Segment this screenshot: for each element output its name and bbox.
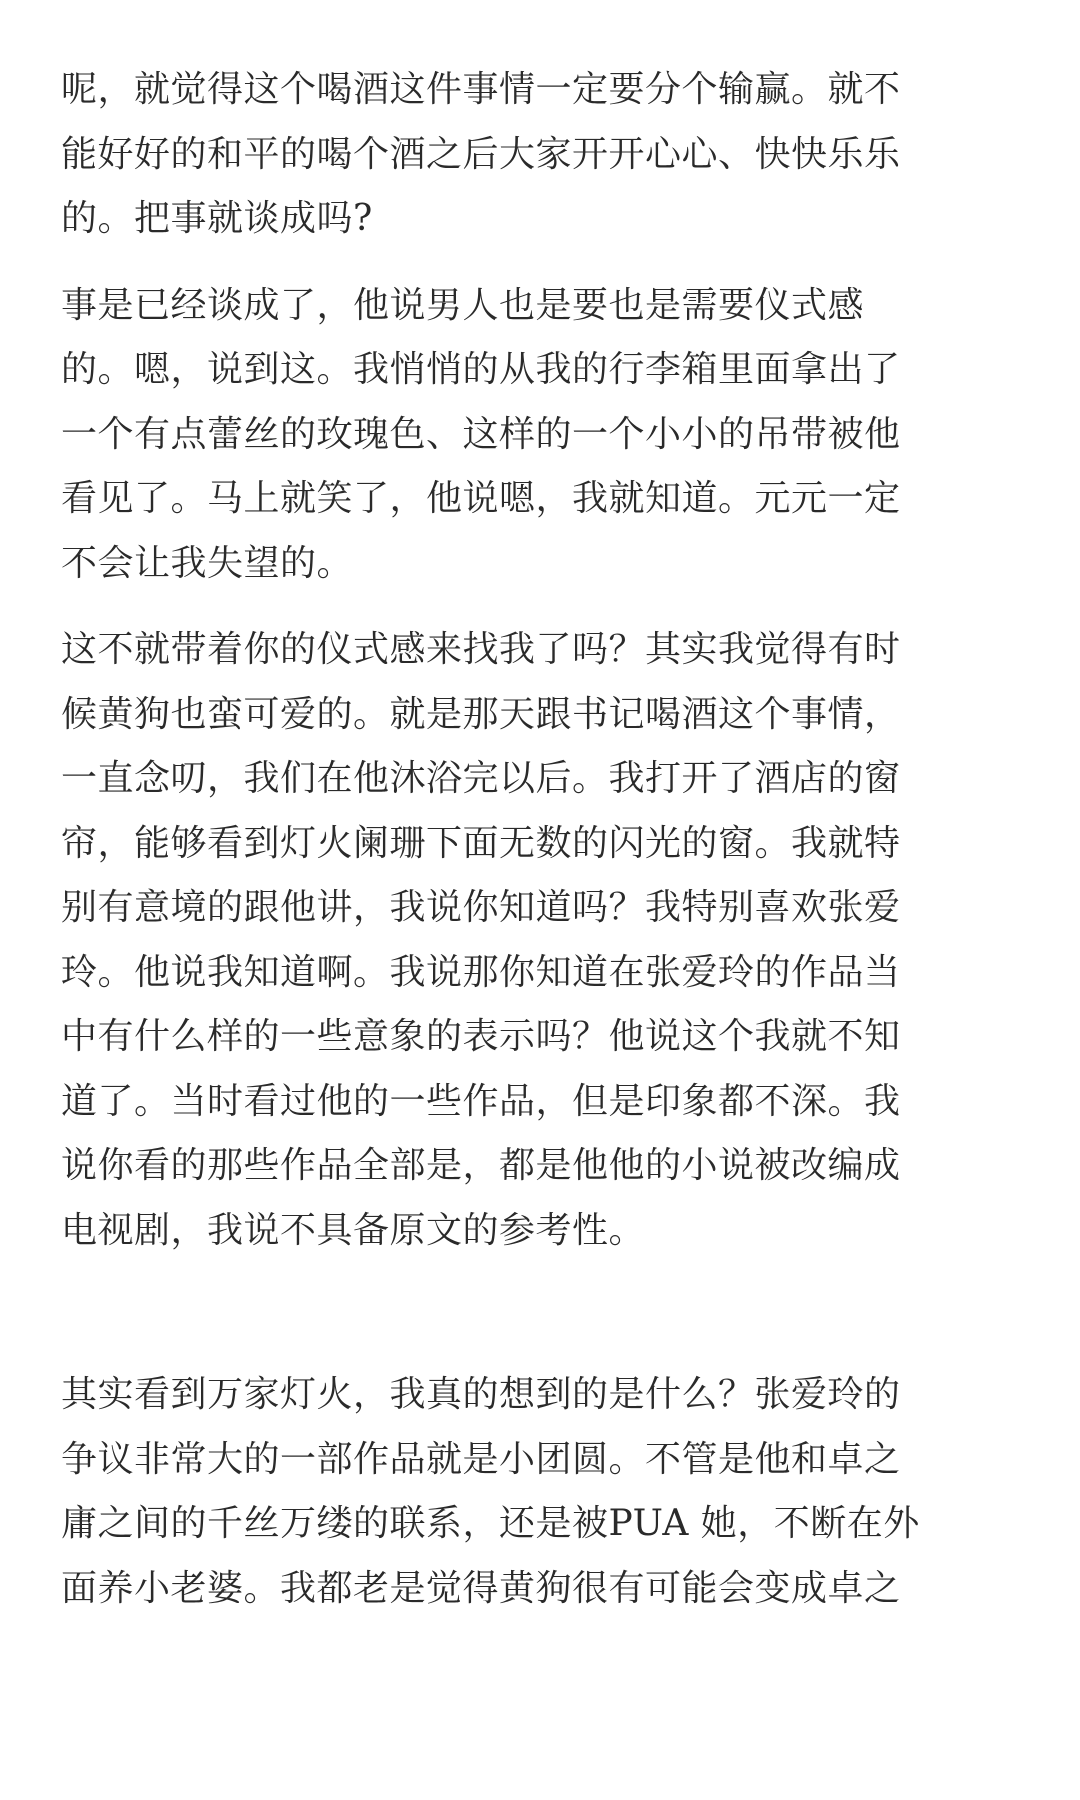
text-line: 庸之间的千丝万缕的联系，还是被PUA 她，不断在外 — [61, 1503, 920, 1544]
text-line: 一直念叨，我们在他沐浴完以后。我打开了酒店的窗 — [61, 758, 901, 799]
article-body — [61, 58, 1031, 1621]
text-line: 道了。当时看过他的一些作品，但是印象都不深。我 — [61, 1080, 901, 1122]
text-line: 事是已经谈成了，他说男人也是要也是需要仪式感 — [61, 284, 865, 326]
text-line: 一个有点蕾丝的玫瑰色、这样的一个小小的吊带被他 — [61, 413, 901, 455]
text-line: 的。嗯，说到这。我悄悄的从我的行李箱里面拿出了 — [61, 349, 901, 390]
text-line: 玲。他说我知道啊。我说那你知道在张爱玲的作品当 — [61, 951, 901, 993]
text-line: 中有什么样的一些意象的表示吗？他说这个我就不知 — [61, 1016, 901, 1057]
text-line: 帘，能够看到灯火阑珊下面无数的闪光的窗。我就特 — [61, 822, 901, 864]
text-line: 看见了。马上就笑了，他说嗯，我就知道。元元一定 — [61, 478, 901, 519]
paragraph-3 — [61, 618, 1031, 1263]
text-line: 面养小老婆。我都老是觉得黄狗很有可能会变成卓之 — [61, 1567, 901, 1609]
text-line: 别有意境的跟他讲，我说你知道吗？我特别喜欢张爱 — [61, 887, 901, 928]
text-line: 其实看到万家灯火，我真的想到的是什么？张爱玲的 — [61, 1374, 901, 1415]
text-line: 不会让我失望的。 — [61, 542, 354, 584]
text-line: 的。把事就谈成吗? — [61, 198, 373, 239]
text-line: 能好好的和平的喝个酒之后大家开开心心、快快乐乐 — [61, 133, 901, 175]
text-line: 这不就带着你的仪式感来找我了吗？其实我觉得有时 — [61, 629, 901, 670]
text-line: 说你看的那些作品全部是，都是他他的小说被改编成 — [61, 1145, 901, 1186]
text-line: 呢，就觉得这个喝酒这件事情一定要分个输赢。就不 — [61, 69, 901, 110]
text-line: 候黄狗也蛮可爱的。就是那天跟书记喝酒这个事情， — [61, 693, 901, 735]
text-line: 电视剧，我说不具备原文的参考性。 — [61, 1209, 646, 1251]
text-line: 争议非常大的一部作品就是小团圆。不管是他和卓之 — [61, 1438, 901, 1480]
paragraph-4 — [61, 1363, 1031, 1621]
paragraph-2 — [61, 274, 1031, 597]
paragraph-1 — [61, 58, 1031, 252]
